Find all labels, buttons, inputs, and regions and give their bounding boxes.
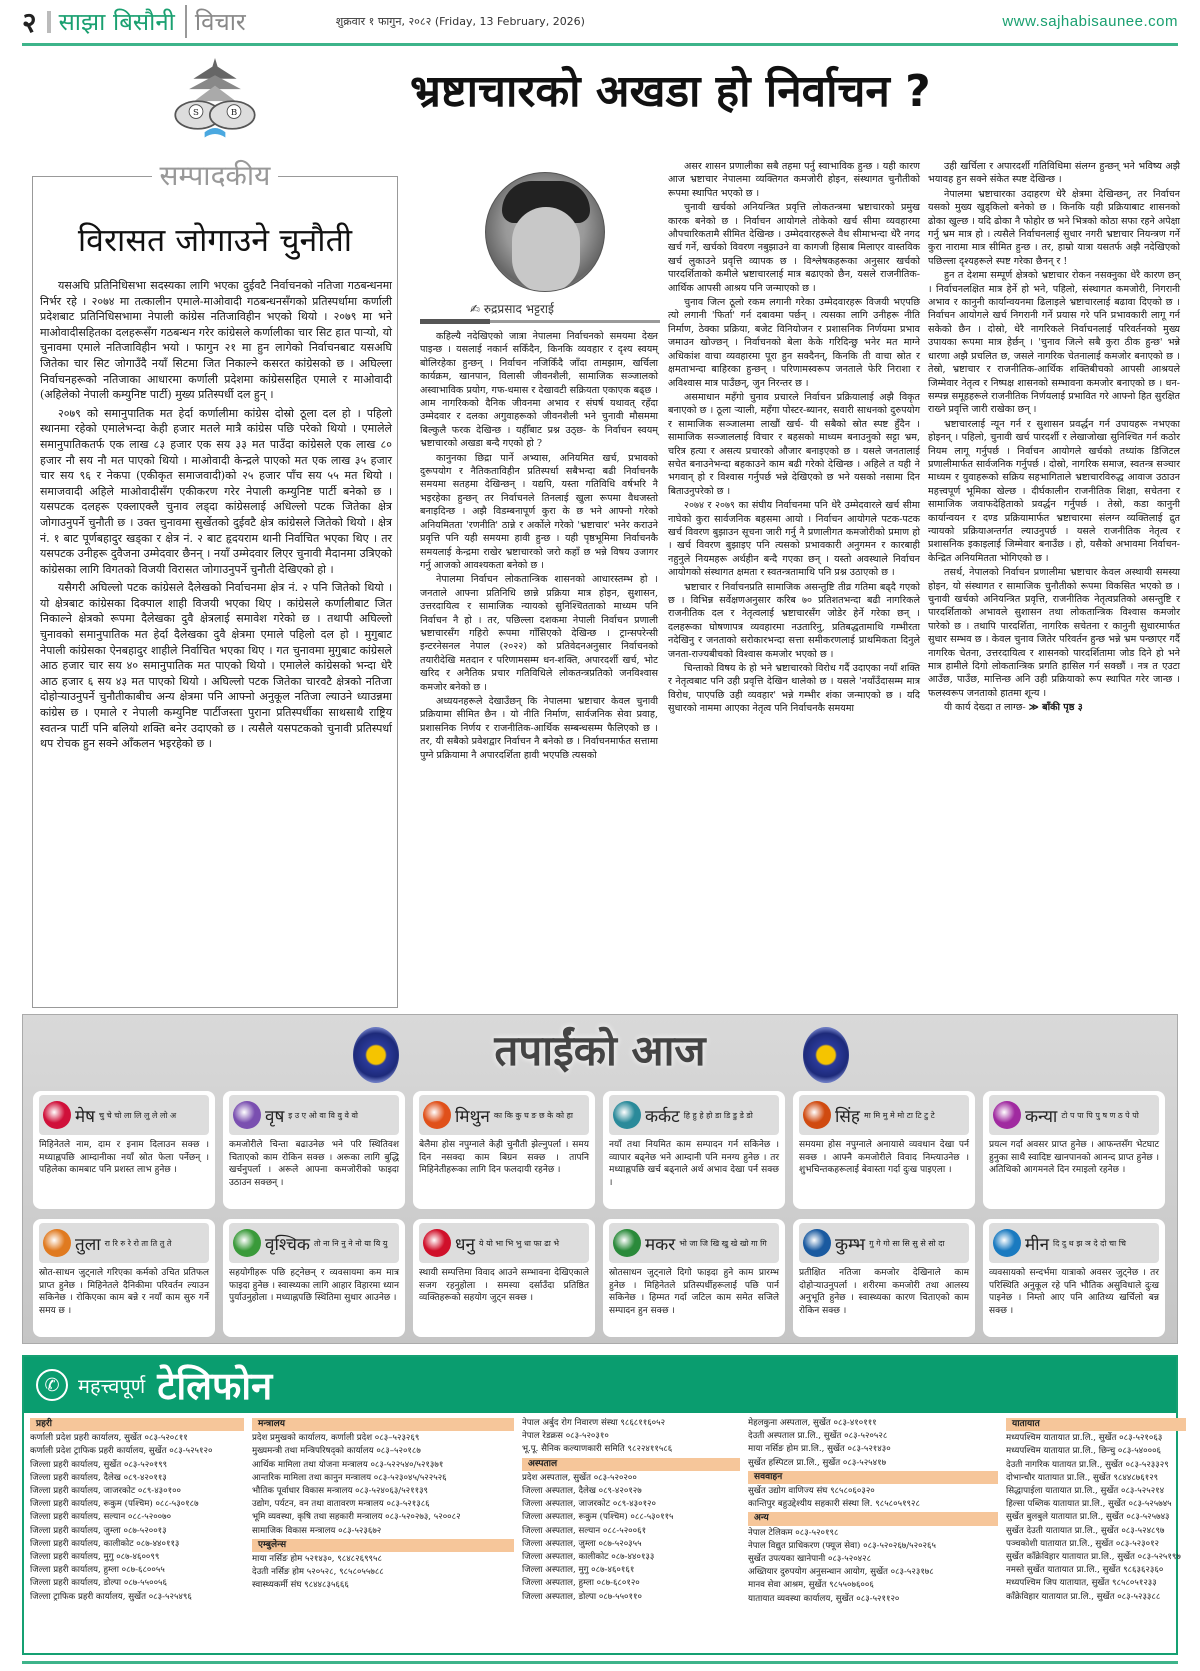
article-column-2 [668, 160, 920, 717]
horoscope-card-header [609, 1223, 779, 1263]
telephone-entry: उद्योग, पर्यटन, वन तथा वातावरण मन्त्रालय ०८३-५२१३८६ [252, 1499, 430, 1510]
horoscope-section [22, 1014, 1178, 1344]
article-paragraph: कानुनका छिद्रा पार्ने अभ्यास, अनियमित खर्च, प्रभावको दुरूपयोग र नैतिकताविहीन प्रतिस्पर्धा सबैभन्दा बढी निर्वाचनकै समयमा सतहमा देखिन्छन् । यद्यपि, यस्ता गतिविधि वर्षभरि नै भइरहेका हुन्छन् तर निर्वाचनले तिनलाई खुला रूपमा वैधजस्तो बनाइदिन्छ । अझै विडम्बनापूर्ण कुरा के छ भने आफ्नो गरेको अनियमितता 'रणनीति' ठान्ने र अर्कोले गरेको 'भ्रष्टाचार' भनेर कराउने प्रवृत्ति पनि यही समयमा हावी हुन्छ । यही पृष्ठभूमिमा निर्वाचनकै समयलाई केन्द्रमा राखेर भ्रष्टाचारको जरो कहाँ छ भन्ने विषय उजागर गर्नु आजको आवश्यकता बनेको छ । [420, 452, 658, 571]
telephone-entry: कान्तिपुर बहुउद्देश्यीय सहकारी संस्था लि. ९८५८०५१९२८ [748, 1499, 920, 1510]
article-paragraph: असमाधान महँगो चुनाव प्रचारले निर्वाचन प्रक्रियालाई अझै विकृत बनाएको छ । ठूला र्‍याली, महँगा पोस्टर-ब्यानर, सवारी साधनको दुरुपयोग र सामाजिक सञ्जालमा लाखौं खर्च- यी सबैको स्रोत स्पष्ट हुँदैन । सामाजिक सञ्जाललाई विचार र बहसको माध्यम बनाउनुको सट्टा भ्रम, चरित्र हत्या र असत्य प्रचारको औजार बनाइएको छ । यसले जनतालाई सचेत बनाउनेभन्दा बहकाउने काम बढी गरेको देखिन्छ । अहिले त यही ने भगवान् हो र विश्वास गर्नुपर्छ भन्ने देखिएको छ भने यसको नसामा दिन बिताउनुपरेको छ । [668, 391, 920, 497]
telephone-category: यातायात [1006, 1418, 1186, 1431]
author-name: रुद्रप्रसाद भट्टराई [483, 302, 554, 316]
horoscope-card [603, 1219, 785, 1337]
horoscope-card [793, 1219, 975, 1337]
telephone-entry: सुर्खेत देउती यातायात प्रा.लि., सुर्खेत ०८३-५२४८९७ [1006, 1525, 1165, 1536]
zodiac-sign-icon [803, 1101, 831, 1129]
telephone-entry: भू.पू. सैनिक कल्याणकारी समिति ९८२२४११५८६ [522, 1444, 673, 1455]
telephone-entry: भूमि व्यवस्था, कृषि तथा सहकारी मन्त्रालय ०८३-५२०२७३, ५२००८२ [252, 1512, 461, 1523]
telephone-column [1006, 1417, 1186, 1606]
telephone-entry: सामाजिक विकास मन्त्रालय ०८३-५२३६७२ [252, 1525, 382, 1536]
zodiac-sign-name: कुम्भ [835, 1234, 866, 1255]
author-byline [470, 300, 554, 317]
zodiac-sign-name: कन्या [1025, 1106, 1058, 1127]
horoscope-card-header [419, 1223, 589, 1263]
horoscope-text: प्रतीक्षित नतिजा कमजोर देखिनाले काम दोहोर्‍याउनुपर्ला । शरीरमा कमजोरी तथा आलस्य अनुभूति हुनेछ । स्वास्थ्यका कारण चिताएको काम रोकिन सक्छ । [799, 1268, 969, 1316]
horoscope-text: समयमा होस नपुग्नाले अनायासे व्यवधान देखा पर्न सक्छ । आफ्नै कमजोरीले विवाद निम्त्याउनेछ । शुभचिन्तकहरूलाई बेवास्ता गर्दा दुःख पाइएला । [799, 1140, 969, 1176]
article-paragraph-last [928, 701, 1180, 714]
telephone-category: अस्पताल [522, 1458, 740, 1471]
telephone-entry: जिल्ला अस्पताल, जाजरकोट ०८९-४३०१२० [522, 1499, 656, 1510]
zodiac-sign-letters: रा रि रु रे रो ता ति तु ते [104, 1238, 172, 1248]
byline-rule [420, 320, 660, 323]
page-header [22, 0, 1178, 46]
horoscope-text: व्यवसायको सन्दर्भमा यात्राको अवसर जुट्नेछ । तर परिस्थिति अनुकूल रहे पनि भौतिक असुविधाले दुःख पाइनेछ । निम्तो आए पनि आतिथ्य खर्चिलो बन्न सक्छ । [989, 1268, 1159, 1316]
telephone-entry: अख्तियार दुरुपयोग अनुसन्धान आयोग, सुर्खेत ०८३-५२३१७८ [748, 1567, 934, 1578]
logo-letter-b: B [230, 108, 238, 118]
telephone-entry: भौतिक पूर्वाधार विकास मन्त्रालय ०८३-५२४०६३/५२११३९ [252, 1486, 429, 1497]
telephone-entry: जिल्ला प्रहरी कार्यालय, डोल्पा ०८७-५५००५६ [30, 1578, 167, 1589]
telephone-column [30, 1417, 244, 1606]
telephone-entry: माया नर्सिङ होम ५२१४३०, ९८४८२६९९५८ [252, 1554, 382, 1565]
telephone-entry: जिल्ला ट्राफिक प्रहरी कार्यालय, सुर्खेत ०८३-५२५४९६ [30, 1591, 192, 1602]
telephone-entry: जिल्ला प्रहरी कार्यालय, कालीकोट ०८७-४४०११३ [30, 1538, 180, 1549]
telephone-entry: मध्यपश्चिम यातायात प्रा.लि., सुर्खेत ०८३-५२१०६३ [1006, 1433, 1163, 1444]
article-paragraph: भ्रष्टाचारलाई न्यून गर्न र सुशासन प्रवर्द्धन गर्न उपायहरू नभएका होइनन् । पहिलो, चुनावी खर्च पारदर्शी र लेखाजोखा सुनिश्चित गर्न कठोर नियम लागू गर्नुपर्छ । निर्वाचन आयोगले खर्चको तथ्यांक डिजिटल प्रणालीमार्फत सार्वजनिक गर्नुपर्छ । दोस्रो, नागरिक समाज, स्वतन्त्र सञ्चार माध्यम र युवाहरूको सक्रिय सहभागिताले भ्रष्टाचारविरुद्ध आवाज उठाउन महत्त्वपूर्ण भूमिका खेल्छ । दीर्घकालीन राजनीतिक शिक्षा, सचेतना र सामाजिक जवाफदेहिताको प्रवर्द्धन गर्नुपर्छ । तेस्रो, कडा कानुनी कार्यान्वयन र दण्ड प्रक्रियामार्फत भ्रष्टाचारमा संलग्न व्यक्तिलाई द्रुत न्यायको प्रक्रियाअन्तर्गत ल्याउनुपर्छ । यसले राजनीतिक नेतृत्व र प्रशासनिक इकाइलाई जिम्मेवार बनाउँछ । हो, यसैको अभावमा निर्वाचन-केन्द्रित अनियमितता भोगिएको छ । [928, 418, 1180, 564]
zodiac-sign-name: सिंह [835, 1106, 860, 1127]
telephone-entry: सुर्खेत उपत्यका खानेपानी ०८३-५२०४२८ [748, 1554, 872, 1565]
telephone-entry: जिल्ला प्रहरी कार्यालय, जुम्ला ०८७-५२००१३ [30, 1525, 167, 1536]
telephone-entry: स्वास्थ्यकर्मी संघ ९८४४८३५६६६ [252, 1580, 349, 1591]
horoscope-card [983, 1091, 1165, 1209]
telephone-header [24, 1357, 1176, 1413]
header-separator [47, 11, 51, 33]
horoscope-title: तपाईंको आज [494, 1026, 706, 1075]
telephone-entry: मेहलकुना अस्पताल, सुर्खेत ०८३-४१०१११ [748, 1418, 877, 1428]
horoscope-card [33, 1091, 215, 1209]
telephone-entry: मानव सेवा आश्रम, सुर्खेत ९८५५०७६००६ [748, 1580, 874, 1591]
editorial-label-wrap [32, 158, 398, 194]
horoscope-text: प्रयत्न गर्दा अवसर प्राप्त हुनेछ । आफन्तसँग भेटघाट हुनुका साथै स्वादिष्ट खानपानको आनन्द प्राप्त हुनेछ । अतिथिको आगमनले दिन रमाइलो रहनेछ । [989, 1140, 1159, 1176]
zodiac-sign-letters: चु चे चो ला लि लु ले लो अ [99, 1110, 177, 1120]
zodiac-sign-name: मिथुन [455, 1106, 490, 1127]
horoscope-card-header [39, 1095, 209, 1135]
zodiac-sign-name: वृष [265, 1106, 285, 1127]
phone-icon: ✆ [36, 1369, 68, 1401]
telephone-entry: मध्यपश्चिम जिप यातायात, सुर्खेत ९८५८०५१२३३ [1006, 1578, 1157, 1589]
telephone-entry: आन्तरिक मामिला तथा कानुन मन्त्रालय ०८३-५२३०४५/५२२५२६ [252, 1472, 447, 1483]
article-paragraph: नेपालमा भ्रष्टाचारका उदाहरण धेरै क्षेत्रमा देखिन्छन्, तर निर्वाचन यसको मुख्य खुड्किलो बनेको छ । किनकि यही प्रक्रियाबाट शासनको ढोका खुल्छ । यदि ढोका नै फोहोर छ भने भित्रको कोठा सफा रहने अपेक्षा गर्नु भ्रम मात्र हो । त्यसैले निर्वाचनलाई सुधार नगरी भ्रष्टाचार नियन्त्रण गर्ने कुरा नारामा मात्र सीमित हुन्छ । तर, हाम्रो यात्रा यसतर्फ अझै नदेखिएको पछिल्ला दृश्यहरूले स्पष्ट गरेका छैनन् र ! [928, 188, 1180, 267]
zodiac-sign-name: मकर [645, 1234, 676, 1255]
telephone-entry: नेपाल विद्युत प्राधिकरण (फ्यूज सेवा) ०८३-५२०२६७/५२०२६५ [748, 1540, 936, 1551]
telephone-entry: सुर्खेत उद्योग वाणिज्य संघ ९८५८०६०३२० [748, 1486, 875, 1497]
telephone-entry: जिल्ला प्रहरी कार्यालय, रूकुम (पश्चिम) ०८८-५३०१८७ [30, 1499, 199, 1510]
horoscope-card [983, 1219, 1165, 1337]
telephone-title: टेलिफोन [157, 1364, 273, 1408]
horoscope-text: नयाँ तथा नियमित काम सम्पादन गर्न सकिनेछ । व्यापार बढ्नेछ भने आम्दानी पनि मनग्य हुनेछ । तर मध्याह्नपछि खर्च बढ्नाले अर्थ अभाव देखा पर्न सक्छ । [609, 1140, 779, 1188]
horoscope-card [413, 1091, 595, 1209]
horoscope-card-header [419, 1095, 589, 1135]
section-name: विचार [185, 5, 246, 38]
horoscope-card-header [39, 1223, 209, 1263]
zodiac-sign-letters: ये यो भा भि भु धा फा ढा भे [478, 1238, 560, 1248]
horoscope-text: कमजोरीले चिन्ता बढाउनेछ भने परि स्थितिवश चिताएको काम रोकिन सक्छ । अरूका लागि बुद्धि खर्चनुपर्ला । अरूले आफ्ना कमजोरीको फाइदा उठाउन सक्छन् । [229, 1140, 399, 1188]
article-paragraph: चिन्ताको विषय के हो भने भ्रष्टाचारको विरोध गर्दै उदाएका नयाँ शक्ति र नेतृत्वबाट पनि उही प्रवृत्ति देखिन थालेको छ । यसले 'नयाँउँदासम्म मात्र विरोध, पाएपछि उही व्यवहार' भन्ने गम्भीर शंका जन्माएको छ । यदि सुधारको नाममा आएका नेतृत्व पनि निर्वाचनकै समयमा [668, 663, 920, 715]
editorial-paragraph: यसअघि प्रतिनिधिसभा सदस्यका लागि भएका दुईवटै निर्वाचनको नतिजा गठबन्धनमा निर्भर रहे । २०७४ मा तत्कालीन एमाले-माओवादी गठबन्धनसँगको प्रतिस्पर्धामा कर्णाली प्रदेशबाट प्रतिनिधिसभामा नेपाली कांग्रेस नतिजाविहीन भएको थियो । २०७९ मा भने माओवादीसहितका दलहरूसँग गठबन्धन गरेर कांग्रेसले कर्णालीका चार सिट हात पार्‍यो, यो चुनावमा एमाले नतिजाविहीन भयो । फागुन २१ मा हुन लागेको निर्वाचनबाट यसअघि जितेका चार सिट जोगाउँदै नयाँ सिटमा जित निकाल्ने कसरत कांग्रेसको छ । अघिल्ला निर्वाचनहरूको नतिजाका आधारमा कर्णाली प्रदेशमा कांग्रेससहित एमाले र माओवादी (अहिलेको नेपाली कम्युनिष्ट पार्टी) मुख्य प्रतिस्पर्धी दल हुन् । [40, 279, 392, 402]
article-paragraph: चुनावी खर्चको अनियन्त्रित प्रवृत्ति लोकतन्त्रमा भ्रष्टाचारको प्रमुख कारक बनेको छ । निर्वाचन आयोगले तोकेको खर्च सीमा व्यवहारमा औपचारिकतामै सीमित देखिन्छ । उम्मेदवारहरूले वैध सीमाभन्दा धेरै नगद खर्च गर्ने, खर्चको विवरण नबुझाउने वा कागजी हिसाब मिलाएर वास्तविक खर्च लुकाउने प्रवृत्ति व्यापक छ । विश्लेषकहरूका अनुसार खर्चको पारदर्शिताको कमीले भ्रष्टाचारलाई मात्र बढाएको छैन, यसले राजनीतिक-आर्थिक आपसी आश्रय पनि जन्माएको छ । [668, 202, 920, 294]
article-paragraph: चुनाव जित्न ठूलो रकम लगानी गरेका उम्मेदवारहरू विजयी भएपछि त्यो लगानी 'फिर्ता' गर्न दबावमा पर्छन् । त्यसका लागि उनीहरू नीति निर्माण, ठेक्का प्रक्रिया, बजेट विनियोजन र प्रशासनिक निर्णयमा प्रभाव जमाउन खोज्छन् । निर्वाचनको बेला केके गरिदिन्छु भनेर मत माग्ने अधिकांश वाचा व्यवहारमा पूरा हुन सक्दैनन्, किनकि ती वाचा स्रोत र क्षमताभन्दा बाहिरका हुन्छन् । परिणामस्वरूप जनताले फेरि निराशा र अविश्वास मात्र पाउँछन्, जुन निरन्तर छ । [668, 297, 920, 389]
telephone-entry: देउती अस्पताल प्रा.लि., सुर्खेत ०८३-५२०५२८ [748, 1431, 888, 1442]
horoscope-text: स्थायी सम्पत्तिमा विवाद आउने सम्भावना देखिएकाले सजग रहनुहोला । समस्या दर्साउँदा प्रतिष्ठित व्यक्तिहरूको सहयोग जुट्न सक्छ । [419, 1268, 589, 1304]
telephone-entry: सिद्धापाईला यातायात प्रा.लि., सुर्खेत ०८३-५२५२१४ [1006, 1486, 1165, 1497]
zodiac-sign-icon [993, 1101, 1021, 1129]
telephone-entry: आर्थिक मामिला तथा योजना मन्त्रालय ०८३-५२२५४०/५२१३७१ [252, 1459, 444, 1470]
zodiac-sign-icon [423, 1229, 451, 1257]
telephone-entry: जिल्ला प्रहरी कार्यालय, सुर्खेत ०८३-५२०१९९ [30, 1459, 168, 1470]
article-paragraph: हुन त देशमा सम्पूर्ण क्षेत्रको भ्रष्टाचार रोकन नसक्नुका धेरै कारण छन् । निर्वाचनलक्षित मात्र हेर्ने हो भने, पहिलो, संस्थागत कमजोरी, निगरानी अभाव र कानुनी कार्यान्वयनमा ढिलाइले भ्रष्टाचारलाई बढावा दिएको छ । निर्वाचन आयोगले खर्च निगरानी गर्ने प्रयास गरे पनि प्रभावकारी लागू गर्न सकेको छैन । दोस्रो, धेरै नागरिकले निर्वाचनलाई परिवर्तनको मुख्य उपायका रूपमा मात्र हेर्छन् । 'चुनाव जित्ने सबै कुरा ठीक हुन्छ' भन्ने धारणा अझै प्रचलित छ, जसले नागरिक चेतनालाई कमजोर बनाएको छ । तेस्रो, भ्रष्टाचार र राजनीतिक-आर्थिक शक्तिबीचको आपसी आश्रयले जिम्मेवार नेतृत्व र निष्पक्ष शासनको सम्भावना कमजोर बनाएको छ । धन-सम्पन्न समूहहरूले राजनीतिक निर्णयलाई प्रभावित गरे आफ्नो हित सुरक्षित राख्ने प्रवृत्ति जारी राखेका छन् । [928, 270, 1180, 416]
telephone-entry: कर्णाली प्रदेश प्रहरी कार्यालय, सुर्खेत ०८३-५२०८११ [30, 1433, 188, 1444]
article-paragraph: असर शासन प्रणालीका सबै तहमा पर्नु स्वाभाविक हुन्छ । यही कारण आज भ्रष्टाचार नेपालमा व्यक्तिगत कमजोरी होइन, संस्थागत चुनौतीको रूपमा स्थापित भएको छ । [668, 161, 920, 199]
telephone-entry: सुर्खेत काँक्रेविहार यातायात प्रा.लि., सुर्खेत ०८३-५२५१९७ [1006, 1552, 1181, 1563]
article-title: भ्रष्टाचारको अखडा हो निर्वाचन ? [410, 66, 931, 117]
editorial-body [40, 278, 392, 755]
telephone-entry: नेपाल रेडक्रस ०८३-५२०३१० [522, 1431, 609, 1442]
telephone-category: प्रहरी [30, 1418, 244, 1431]
telephone-entry: दोभान्चौर यातायात प्रा.लि., सुर्खेत ९८४४८७६१२९ [1006, 1472, 1159, 1483]
telephone-column [748, 1417, 998, 1606]
horoscope-card-header [229, 1095, 399, 1135]
zodiac-sign-icon [233, 1101, 261, 1129]
zodiac-sign-icon [993, 1229, 1021, 1257]
zodiac-sign-letters: गु गे गो सा सि सु से सो दा [869, 1238, 945, 1248]
telephone-entry: यातायात व्यवस्था कार्यालय, सुर्खेत ०८३-५२११२० [748, 1593, 900, 1604]
zodiac-sign-name: धनु [455, 1234, 475, 1255]
zodiac-sign-icon [803, 1229, 831, 1257]
horoscope-card [223, 1091, 405, 1209]
telephone-entry: सुर्खेत हस्पिटल प्रा.लि., सुर्खेत ०८३-५२५४१७ [748, 1457, 887, 1468]
telephone-column [252, 1417, 514, 1606]
zodiac-sign-name: मीन [1025, 1234, 1050, 1255]
footer-rule [22, 1661, 1178, 1664]
telephone-entry: जिल्ला अस्पताल, सल्यान ०८८-५२००६१ [522, 1525, 647, 1536]
horoscope-text: मिहिनेतले नाम, दाम र इनाम दिलाउन सक्छ । मध्याह्नपछि आम्दानीका नयाँ स्रोत फेला पर्नेछन् । पहिलेका कामबाट पनि प्रशस्त लाभ हुनेछ । [39, 1140, 209, 1176]
horoscope-card [413, 1219, 595, 1337]
horoscope-card [223, 1219, 405, 1337]
telephone-entry: जिल्ला प्रहरी कार्यालय, हुम्ला ०८७-६८००५५ [30, 1565, 165, 1576]
telephone-entry: काँक्रेविहार यातायात प्रा.लि., सुर्खेत ०८३-५२३३८८ [1006, 1591, 1161, 1602]
zodiac-sign-name: तुला [75, 1234, 101, 1255]
logo-letter-s: S [193, 108, 199, 118]
telephone-entry: जिल्ला अस्पताल, जुम्ला ०८७-५२०३५५ [522, 1538, 642, 1549]
horoscope-text: बेलैमा होस नपुग्नाले केही चुनौती झेल्नुपर्ला । समय दिन नसक्दा काम बिग्रन सक्छ । तापनि मिहिनेतीहरूका लागि दिन फलदायी रहनेछ । [419, 1140, 589, 1176]
telephone-subtitle: महत्त्वपूर्ण [78, 1373, 146, 1398]
continued-link[interactable]: ≫ बाँकी पृष्ठ ३ [1028, 702, 1083, 714]
article-column-1 [420, 330, 658, 763]
telephone-entry: प्रदेश प्रमुखको कार्यालय, कर्णाली प्रदेश ०८३–५२३२६९ [252, 1433, 420, 1444]
brand-name: साझा बिसौनी [58, 8, 175, 36]
zodiac-sign-icon [43, 1101, 71, 1129]
article-paragraph: तसर्थ, नेपालको निर्वाचन प्रणालीमा भ्रष्टाचार केवल अस्थायी समस्या होइन, यो संस्थागत र सामाजिक चुनौतीको रूपमा विकसित भएको छ । चुनावी खर्चको अनियन्त्रित प्रवृत्ति, राजनीतिक नेतृत्वप्रतिको असन्तुष्टि र पारदर्शिताको अभावले सुशासन तथा लोकतान्त्रिक विश्वास कमजोर पारेको छ । तथापि पारदर्शिता, नागरिक सचेतना र कानुनी सुधारमार्फत सुधार सम्भव छ । केवल चुनाव जितेर परिवर्तन हुन्छ भन्ने भ्रम पन्छाएर गर्दै नागरिक चेतना, उत्तरदायित्व र शासनको पारदर्शितामा जोड दिने हो भने मात्र हामीले दिगो लोकतान्त्रिक प्रगति हासिल गर्न सक्छौं । नत्र त एउटा आउँछ, पाउँछ, मात्तिन्छ अनि उही प्रक्रियाको रूप स्थापित गरेर जान्छ । फलस्वरूप जनताको हातमा शून्य । [928, 567, 1180, 699]
article-paragraph: उही खर्चिला र अपारदर्शी गतिविधिमा संलग्न हुन्छन् भने भविष्य अझै भयावह हुन सक्ने संकेत स्पष्ट देखिन्छ । [928, 161, 1180, 186]
author-photo [485, 172, 605, 292]
zodiac-sign-icon [613, 1229, 641, 1257]
photo-face [512, 207, 580, 292]
telephone-entry: जिल्ला अस्पताल, डोल्पा ०८७-५५०११० [522, 1591, 642, 1602]
telephone-entry: प्रदेश अस्पताल, सुर्खेत ०८३-५२०२०० [522, 1472, 637, 1483]
editorial-paragraph: २०७९ को समानुपातिक मत हेर्दा कर्णालीमा कांग्रेस दोस्रो ठूला दल हो । पहिलो स्थानमा रहेको एमालेभन्दा केही हजार मतले मात्रै कांग्रेस पछि परेको थियो । एमालेले समानुपातिकतर्फ एक लाख ८३ हजार एक सय ३३ मत पाउँदा कांग्रेसले एक लाख ८० हजार नौ सय नौ मत पाएको थियो । माओवादी केन्द्रले पाएको मत एक लाख ३५ हजार चार सय ९६ र नेकपा (एकीकृत समाजवादी)को २५ हजार पाँच सय ५५ मत थियो । समाजवादी अहिले माओवादीसँग एकीकरण गरेर नेपाली कम्युनिष्ट पार्टी बनेको छ । यसपटक दलहरू एक्लाएक्लै चुनाव लड्दा कांग्रेसलाई अधिल्लो पटक जितेका क्षेत्र जोगाउनुपर्ने चुनौती छ । उक्त चुनावमा सुर्खेतको दुईवटै क्षेत्र कांग्रेसले जितेको थियो । क्षेत्र नं. १ बाट पूर्णबहादुर खड्का र क्षेत्र नं. २ बाट हृदयराम थानी निर्वाचित भएका थिए । तर यसपटक उनीहरू दुवैजना उम्मेदवार छैनन् । नयाँ उम्मेदवार लिएर चुनावी मैदानमा उत्रिएको कांग्रेसका लागि विगतको विजयी विरासत जोगाउनुपर्ने चुनौती देखिएको हो । [40, 406, 392, 576]
site-url[interactable]: www.sajhabisaunee.com [1002, 13, 1178, 30]
dateline: शुक्रवार १ फागुन, २०८२ (Friday, 13 February, 2026) [335, 15, 585, 28]
telephone-category: अन्य [748, 1512, 998, 1525]
pen-icon: ✍ [470, 302, 484, 316]
telephone-entry: सुर्खेत बुलबुले यातायात प्रा.लि., सुर्खेत ०८३-५२५७४३ [1006, 1512, 1170, 1523]
horoscope-card-header [989, 1223, 1159, 1263]
zodiac-sign-letters: तो ना नि नु ने नो या यि यु [313, 1238, 388, 1248]
horoscope-card-header [229, 1223, 399, 1263]
horoscope-card-header [609, 1095, 779, 1135]
logo-book-icon [205, 128, 226, 138]
telephone-entry: जिल्ला अस्पताल, दैलेख ०८९-४२०१२७ [522, 1486, 642, 1497]
telephone-entry: जिल्ला अस्पताल, मुगु ०८७-४६०१६१ [522, 1565, 635, 1576]
telephone-entry: जिल्ला प्रहरी कार्यालय, मुगु ०८७-४६००९९ [30, 1552, 160, 1563]
telephone-entry: हिल्सा पब्लिक यातायात प्रा.लि., सुर्खेत ०८३-५२५७४५ [1006, 1499, 1172, 1510]
telephone-entry: मुख्यमन्त्री तथा मन्त्रिपरिषद्को कार्यालय ०८३–५२०१८७ [252, 1446, 421, 1457]
telephone-entry: नेपाल टेलिकम ०८३-५२०१९८ [748, 1527, 839, 1538]
telephone-entry: माया नर्सिङ होम प्रा.लि., सुर्खेत ०८३-५२१४३० [748, 1444, 891, 1455]
horoscope-card [33, 1219, 215, 1337]
telephone-entry: जिल्ला प्रहरी कार्यालय, दैलेख ०८९-४२०११३ [30, 1472, 167, 1483]
zodiac-sign-letters: का कि कु घ ङ छ के को हा [493, 1110, 573, 1120]
horoscope-text: सहयोगीहरू पछि हट्नेछन् र व्यवसायमा कम मात्र फाइदा हुनेछ । स्वास्थ्यका लागि आहार विहारमा ध्यान पुर्याउनुहोला । मध्याह्नपछि स्थितिमा सुधार आउनेछ । [229, 1268, 400, 1304]
telephone-entry: जिल्ला अस्पताल, हुम्ला ०८७-६८०१२० [522, 1578, 640, 1589]
telephone-entry: जिल्ला प्रहरी कार्यालय, जाजरकोट ०८९-४३०१०० [30, 1486, 182, 1497]
telephone-entry: जिल्ला प्रहरी कार्यालय, सल्यान ०८८-५२००७० [30, 1512, 172, 1523]
horoscope-cards [33, 1091, 1167, 1337]
telephone-entry: पञ्चकोशी यातायात प्रा.लि., सुर्खेत ०८३-५२३०१२ [1006, 1538, 1160, 1549]
zodiac-sign-name: वृश्चिक [265, 1234, 310, 1255]
telephone-category: एम्बुलेन्स [252, 1539, 514, 1552]
horoscope-card-header [799, 1223, 969, 1263]
zodiac-sign-icon [233, 1229, 261, 1257]
telephone-entry: नेपाल अर्बुद रोग निवारण संस्था ९८६८११६०५२ [522, 1418, 666, 1428]
editorial-label: सम्पादकीय [152, 159, 279, 192]
article-paragraph: भ्रष्टाचार र निर्वाचनप्रति सामाजिक असन्तुष्टि तीव्र गतिमा बढ्दै गएको छ । विभिन्न सर्वेक्षणअनुसार करिब ७० प्रतिशतभन्दा बढी नागरिकले राजनीतिक दल र नेतृत्वलाई भ्रष्टाचारसँग जोडेर हेर्ने गरेका छन् । दलहरूका घोषणापत्र व्यवहारमा नउतारिनु, प्रतिबद्धतामाथि गम्भीरता नदेखिनु र जनताको सरोकारभन्दा सत्ता समीकरणलाई प्राथमिकता दिनुले जनता-राज्यबीचको विश्वास कमजोर भएको छ । [668, 581, 920, 660]
telephone-entry: नमस्ते सुर्खेत यातायात प्रा.लि., सुर्खेत ९८६३६२३६० [1006, 1565, 1164, 1576]
page-number: २ [22, 5, 37, 39]
article-paragraph: २०७४ र २०७९ का संघीय निर्वाचनमा पनि धेरै उम्मेदवारले खर्च सीमा नाघेको कुरा सार्वजनिक बहसमा आयो । निर्वाचन आयोगले पटक-पटक खर्च विवरण बुझाउन सूचना जारी गर्नु नै प्रणालीगत कमजोरीको प्रमाण हो । खर्च विवरण बुझाइए पनि त्यसको प्रभावकारी अनुगमन र कारबाही नहुनुले नियमहरू अर्थहीन बन्दै गएका छन् । यस्तो अवस्थाले निर्वाचन आयोगको संस्थागत क्षमता र स्वतन्त्रतामाथि पनि प्रश्न उठाएको छ । [668, 500, 920, 579]
telephone-category: सववाहन [748, 1471, 998, 1484]
zodiac-sign-icon [423, 1101, 451, 1129]
telephone-entry: देउती नागरिक यातायत प्रा.लि., सुर्खेत ०८३-५२३३२९ [1006, 1459, 1169, 1470]
zodiac-sign-letters: मा मि मु मे मो टा टि टु टे [863, 1110, 935, 1120]
telephone-entry: कर्णाली प्रदेश ट्राफिक प्रहरी कार्यालय, सुर्खेत ०८३-५२५१२० [30, 1446, 213, 1457]
zodiac-sign-icon [613, 1101, 641, 1129]
zodiac-sign-icon [43, 1229, 71, 1257]
article-paragraph: अध्ययनहरूले देखाउँछन् कि नेपालमा भ्रष्टाचार केवल चुनावी प्रक्रियामा सीमित छैन । यो नीति निर्माण, सार्वजनिक सेवा प्रवाह, प्रशासनिक निर्णय र राजनीतिक-आर्थिक सम्बन्धसम्म फैलिएको छ । तर, यी सबैको प्रवेशद्वार निर्वाचन नै बनेको छ । निर्वाचनमार्फत सत्तामा पुग्ने प्रक्रियामा नै अपारदर्शिता हावी भएपछि त्यसको [420, 695, 658, 761]
zodiac-sign-letters: दि दु थ झ ञ दे दो चा चि [1053, 1238, 1126, 1248]
horoscope-card-header [799, 1095, 969, 1135]
telephone-entry: जिल्ला अस्पताल, कालीकोट ०८७-४४०१३३ [522, 1552, 655, 1563]
article-paragraph: नेपालमा निर्वाचन लोकतान्त्रिक शासनको आधारस्तम्भ हो । जनताले आफ्ना प्रतिनिधि छान्ने प्रक्रिया मात्र होइन, सुशासन, उत्तरदायित्व र सामाजिक न्यायको सुनिश्चितताको माध्यम पनि निर्वाचन नै हो । तर, पछिल्ला दशकमा नेपाली निर्वाचन प्रणाली भ्रष्टाचारसँग गहिरो रूपमा गाँसिएको देखिन्छ । ट्रान्सपरेन्सी इन्टरनेसनल नेपाल (२०२२) को प्रतिवेदनअनुसार निर्वाचनको तयारीदेखि मतदान र परिणामसम्म धन-शक्ति, अपारदर्शी खर्च, भोट खरिद र अनैतिक प्रचार गतिविधिले लोकतन्त्रप्रतिको जनविश्वास कमजोर बनेको छ । [420, 574, 658, 693]
horoscope-text: स्रोतसाधन जुट्नाले दिगो फाइदा हुने काम प्रारम्भ हुनेछ । मिहिनेतले प्रतिस्पर्धीहरूलाई पछि पार्न सकिनेछ । हिम्मत गर्दा जटिल काम समेत सजिले सम्पादन हुन सक्छ । [609, 1268, 779, 1316]
horoscope-card [793, 1091, 975, 1209]
zodiac-sign-name: कर्कट [645, 1106, 680, 1127]
article-paragraph: कहिल्यै नदेखिएको जात्रा नेपालमा निर्वाचनको समयमा देख्न पाइन्छ । यसलाई नकार्न सकिँदैन, किनकि व्यवहार र दृश्य स्वयम् बोलिरहेका हुन्छन् । निर्वाचन नजिकिँदै जाँदा तामझाम, खर्चिला कार्यक्रम, खानपान, विलासी जीवनशैली, सामाजिक सञ्जालको अस्वाभाविक प्रयोग, गफ-धमास र देखावटी सक्रियता एकाएक बढ्छ । आम नागरिकको दैनिक जीवनमा अभाव र संघर्ष यथावत् रहँदा उम्मेदवार र दलका अगुवाहरूको जीवनशैली भने चुनावी मौसममा बिल्कुलै फरक देखिन्छ । यहीँबाट प्रश्न उठ्छ- के निर्वाचन स्वयम् भ्रष्टाचारको अखडा बन्दै गएको हो ? [420, 331, 658, 450]
telephone-directory [22, 1355, 1181, 1655]
horoscope-card-header [989, 1095, 1159, 1135]
zodiac-sign-letters: भो जा जि खि खु खे खो गा गि [679, 1238, 767, 1248]
telephone-entry: मध्यपश्चिम यातायात प्रा.लि., छिन्चु ०८३-५४०००६ [1006, 1446, 1162, 1457]
telephone-entry: जिल्ला अस्पताल, रूकुम (पश्चिम) ०८८-५३०११५ [522, 1512, 674, 1523]
article-column-3 [928, 160, 1180, 716]
editorial-paragraph: यसैगरी अघिल्लो पटक कांग्रेसले दैलेखको निर्वाचनमा क्षेत्र नं. २ पनि जितेको थियो । यो क्षेत्रबाट कांग्रेसका दिक्पाल शाही विजयी भएका थिए । कांग्रेसले कर्णालीबाट जित निकाल्ने क्षेत्रको रूपमा दैलेखका दुवै क्षेत्रलाई समावेश गरेको छ । तथापी अघिल्लो चुनावको समानुपातिक मत हेर्दा दैलेखका दुवै क्षेत्रमा एमाले पहिलो दल हो । मुगुबाट नेपाली कांग्रेसका ऐनबहादुर शाहीले निर्वाचित भएका थिए । गत चुनावमा मुगुबाट कांग्रेसले आठ हजार चार सय ४० समानुपातिक मत पाएको थियो । एमालेले कांग्रेसको भन्दा धेरै आठ हजार ६ सय ४३ मत पाएको थियो । अघिल्लो पटक जितेका चारवटै क्षेत्रको नतिजा दोहोर्‍याउनुपर्ने चुनौतीकाबीच अन्य क्षेत्रमा पनि आफ्नो अनुकूल नतिजा ल्याउने ध्याउन्नमा कांग्रेस छ । एमाले र नेपाली कम्युनिष्ट पार्टीजस्ता पुराना प्रतिस्पर्धीका साथसाथै राष्ट्रिय स्वतन्त्र पार्टी पनि बलियो शक्ति बनेर उदाएको छ । त्यसैले यसपटकको चुनावी प्रतिस्पर्धा थप रोचक हुन सक्ने आँकलन भइरहेको छ । [40, 581, 392, 751]
zodiac-sign-letters: टो प पा पि पु ष ण ठ पे पो [1061, 1110, 1139, 1120]
telephone-column [522, 1417, 740, 1606]
zodiac-sign-letters: हि हु हे हो डा डि डु डे डो [683, 1110, 753, 1120]
editorial-title: विरासत जोगाउने चुनौती [77, 221, 353, 259]
telephone-category: मन्त्रालय [252, 1418, 514, 1431]
article-closing-line: यी कार्य देख्दा त लाग्छ- [944, 702, 1026, 714]
newspaper-logo [170, 58, 260, 153]
telephone-entry: देउती नर्सिङ होम ५२०५२८, ९८५८०५५७८८ [252, 1567, 384, 1578]
telephone-columns [30, 1417, 1186, 1606]
horoscope-text: स्रोत-साधन जुट्नाले गरिएका कर्मको उचित प्रतिफल प्राप्त हुनेछ । मिहिनेतले दैनिकीमा परिवर्तन ल्याउन सकिनेछ । रोकिएका काम बन्ने र नयाँ काम सुरु गर्ने समय छ । [39, 1268, 209, 1316]
zodiac-sign-letters: इ उ ए ओ वा वि वु वे वो [288, 1110, 359, 1120]
horoscope-card [603, 1091, 785, 1209]
zodiac-sign-name: मेष [75, 1106, 95, 1127]
